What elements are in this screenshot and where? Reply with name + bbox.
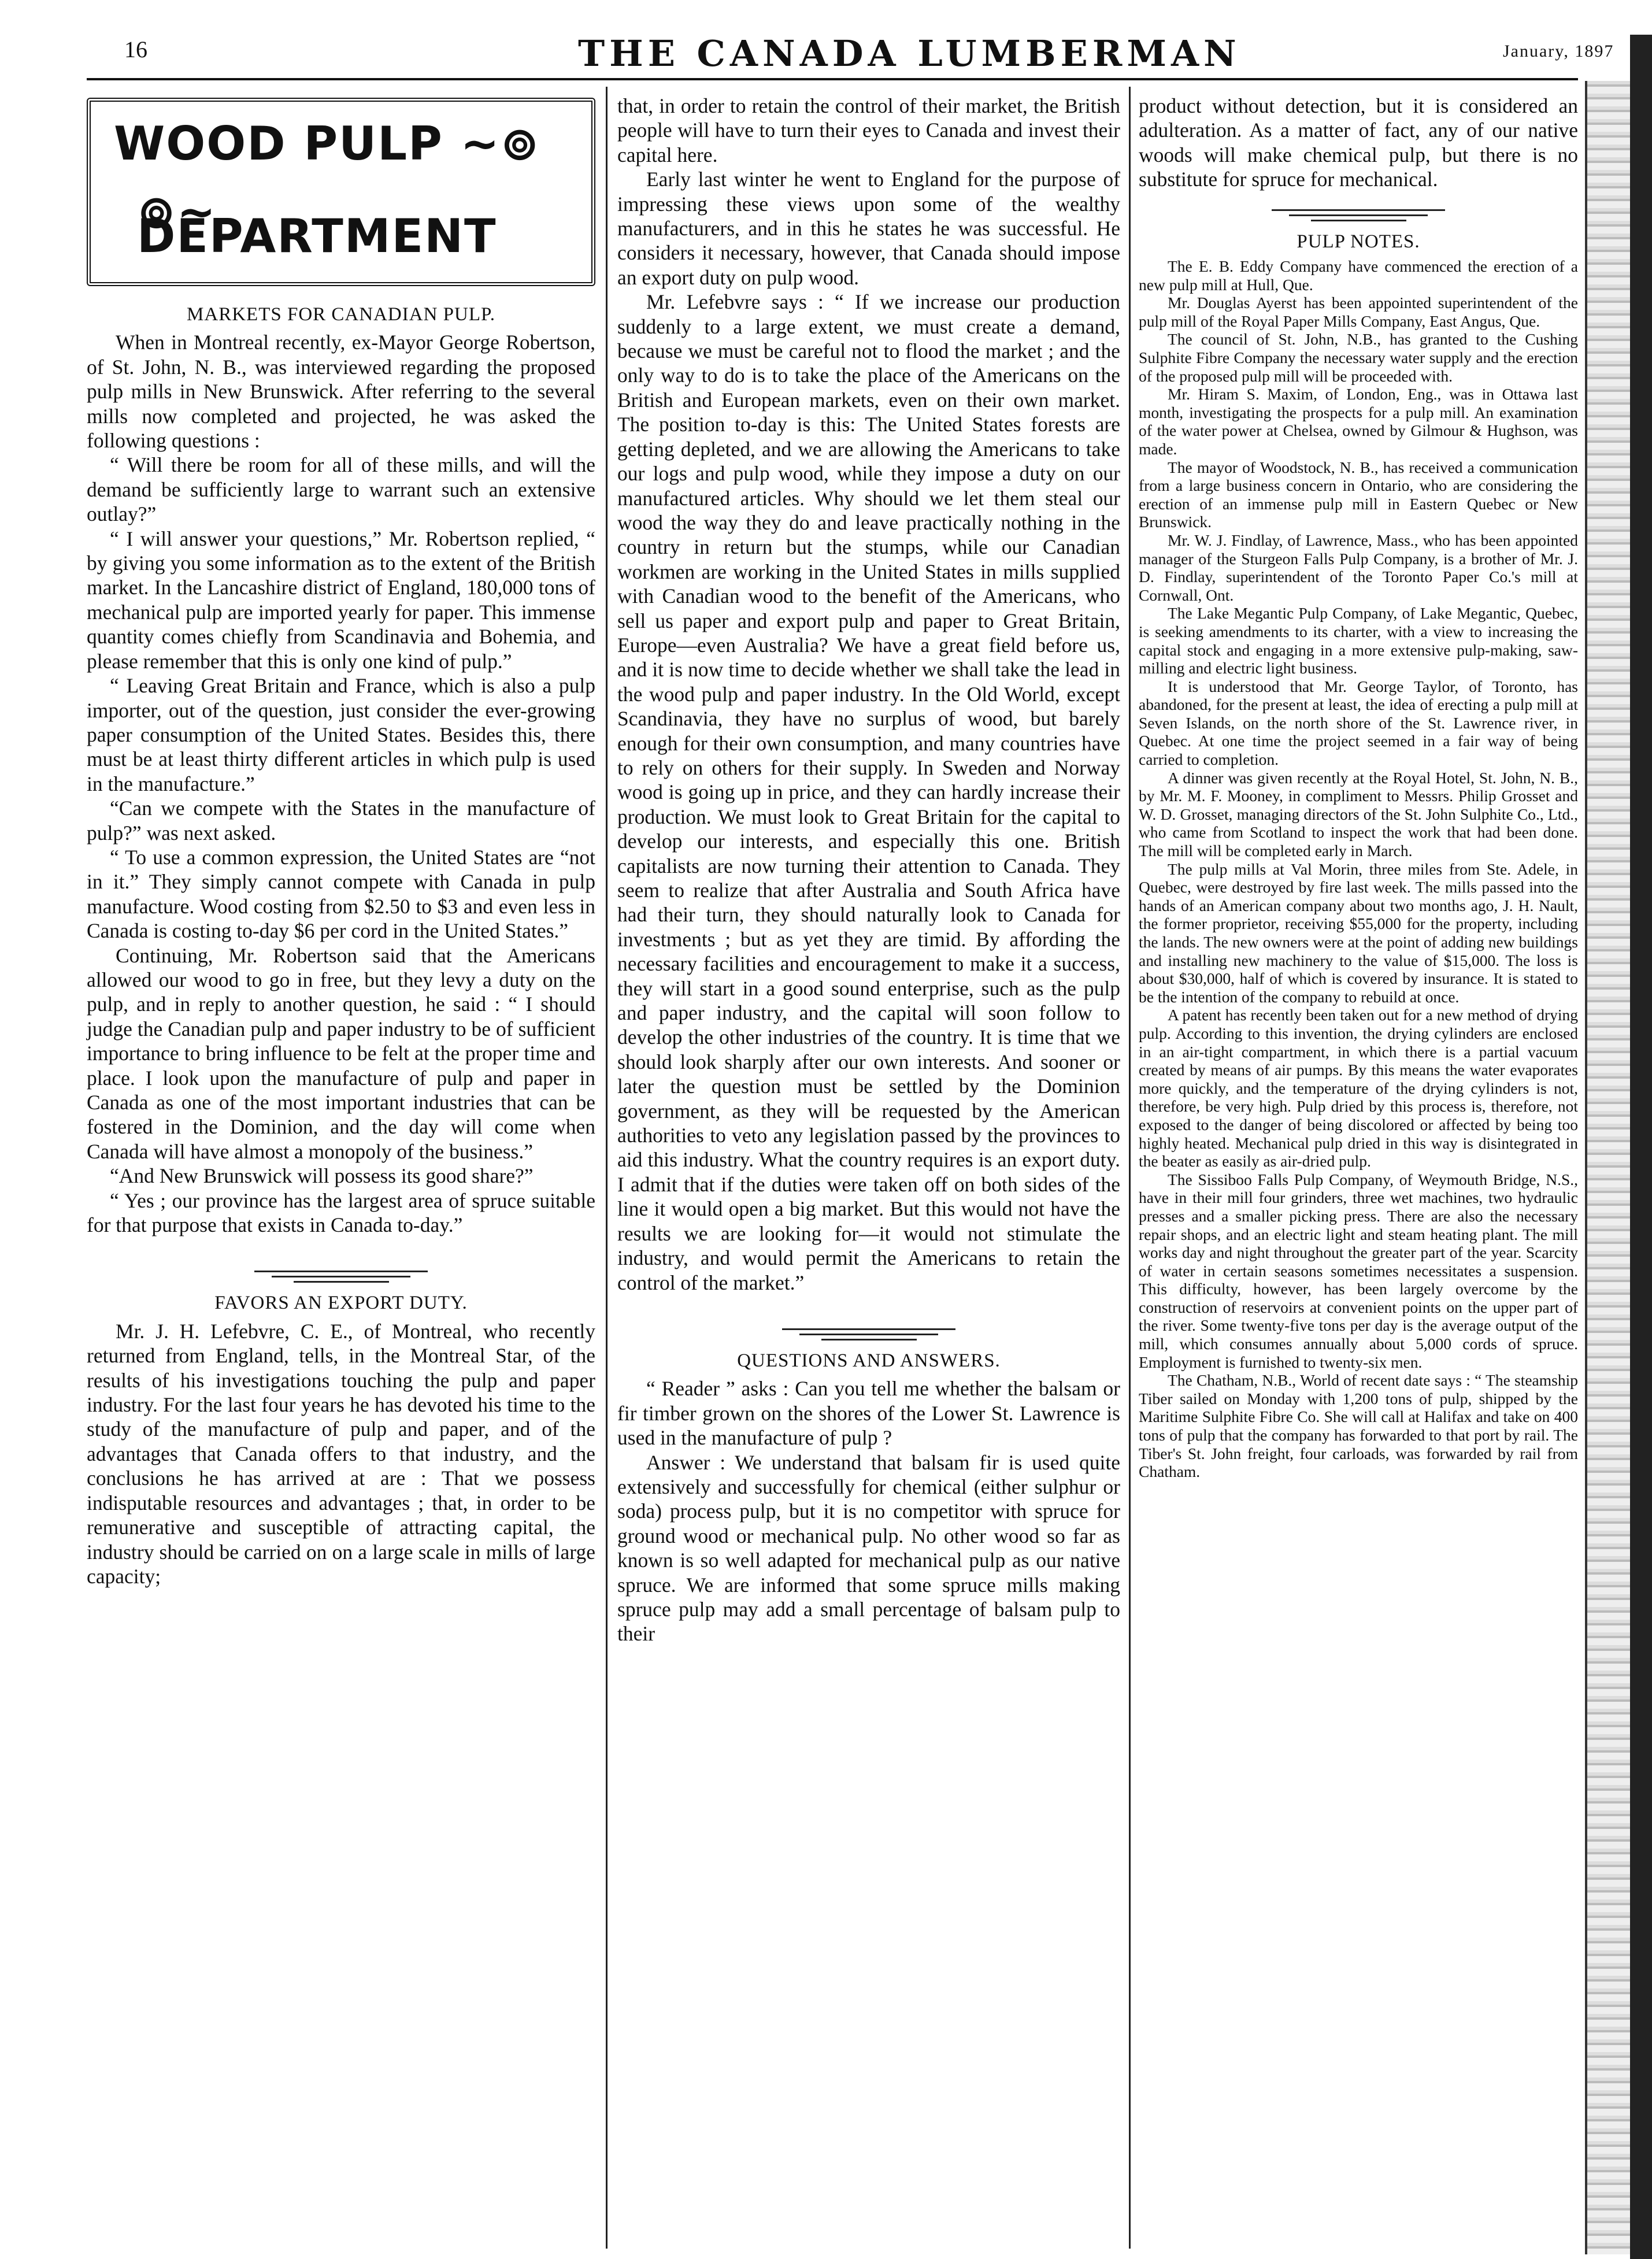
note-item: The pulp mills at Val Morin, three miles from Ste. Adele, in Quebec, were destroyed by fire last week. The mills passed into the hands of an American company about two months ago, J. H. Nault, the former proprietor, receiving $55,000 for the property, including the lands. The new owners were at the point of adding new buildings and installing new machinery to the value of $15,000. The loss is about $30,000, half of which is covered by insurance. It is stated to be the intention of the company to rebuild at once. [1139,860,1578,1006]
column-2 [617,94,1120,1646]
note-item: Mr. Hiram S. Maxim, of London, Eng., was in Ottawa last month, investigating the prospects for a pulp mill. An examination of the water power at Chelsea, owned by Gilmour & Hughson, was made. [1139,385,1578,458]
article-paragraph: Mr. Lefebvre says : “ If we increase our production suddenly to a large extent, we must create a demand, because we must be careful not to flood the market ; and the only way to do is to take the place of the Americans on the British and European markets, even on their own market. The position to-day is this: The United States forests are getting depleted, and we are allowing the Americans to take our logs and pulp wood, while they impose a duty on our manufactured articles. Why should we let them steal our wood the way they do and leave practically nothing in the country in return but the stumps, while our Canadian workmen are working in the United States in mills supplied with Canadian wood to the benefit of the Americans, who sell us paper and export pulp and paper to Great Britain, Europe—even Australia? We have a great field before us, and it is now time to decide whether we shall take the lead in the wood pulp and paper industry. In the Old World, except Scandinavia, they have no surplus of wood, but barely enough for their own consumption, and many countries have to rely on others for their supply. In Sweden and Norway wood is going up in price, and they can hardly increase their production. We must look to Great Britain for the capital to develop our interests, and especially this one. British capitalists are now turning their attention to Canada. They seem to realize that after Australia and South Africa have had their turn, they should naturally look to Canada for investments ; but as yet they are timid. By affording the necessary facilities and encouragement to make it a success, they will start in a good sound enterprise, such as the pulp and paper industry, and the capital will soon follow to develop the other industries of the country. It is time that we should look sharply after our own interests. And sooner or later the question must be settled by the Dominion government, as they will be requested by the American authorities to veto any legislation passed by the provinces to aid this industry. What the country requires is an export duty. I admit that if the duties were taken off on both sides of the line it would open a big market. But this would not have the results we are looking for—it would not stimulate the industry, and would permit the Americans to retain the control of the market.” [617,290,1120,1294]
article-paragraph: “ Leaving Great Britain and France, which is also a pulp importer, out of the question, just consider the ever-growing paper consumption of the United States. Besides this, there must be at least thirty different articles in which pulp is used in the manufacture.” [87,674,595,795]
note-item: Mr. W. J. Findlay, of Lawrence, Mass., who has been appointed manager of the Sturgeon Falls Pulp Company, is a brother of Mr. J. D. Findlay, superintendent of the Toronto Paper Co.'s mill at Cornwall, Ont. [1139,531,1578,604]
article-heading-questions: QUESTIONS AND ANSWERS. [737,1350,1001,1371]
article-paragraph: “ Will there be room for all of these mills, and will the demand be sufficiently large to warrant such an extensive outlay?” [87,453,595,526]
note-item: A dinner was given recently at the Royal Hotel, St. John, N. B., by Mr. M. F. Mooney, in compliment to Messrs. Philip Grosset and W. D. Grosset, managing directors of the St. John Sulphite Co., Ltd., who came from Scotland to inspect the work that had been done. The mill will be completed early in March. [1139,768,1578,860]
article-paragraph: “ To use a common expression, the United States are “not in it.” They simply cannot compete with Canada in pulp manufacture. Wood costing from $2.50 to $3 and even less in Canada is costing to-day $6 per cord in the United States.” [87,845,595,943]
article-paragraph: “And New Brunswick will possess its good share?” [110,1164,534,1188]
masthead-title: THE CANADA LUMBERMAN [578,32,1241,75]
article-heading-export-duty: FAVORS AN EXPORT DUTY. [214,1293,468,1314]
note-item: It is understood that Mr. George Taylor, of Toronto, has abandoned, for the present at least, the idea of erecting a pulp mill at Seven Islands, on the north shore of the St. Lawrence river, in Quebec. At one time the project seemed in a fair way of being carried to completion. [1139,677,1578,769]
article-paragraph: Mr. J. H. Lefebvre, C. E., of Montreal, who recently returned from England, tells, in the Montreal Star, of the results of his investigations touching the pulp and paper industry. For the last four years he has devoted his time to the study of the manufacture of pulp and paper, and of the advantages that Canada offers to that industry, and the conclusions he has arrived at are : That we possess indisputable resources and advantages ; that, in order to be remunerative and susceptible of attracting capital, the industry should be carried on on a large scale in mills of large capacity; [87,1319,595,1588]
pulp-notes-list [1139,257,1578,1481]
department-banner-line-2: ⊚~ DEPARTMENT [137,185,497,264]
note-item: The Chatham, N.B., World of recent date says : “ The steamship Tiber sailed on Monday with 1,200 tons of pulp, shipped by the Maritime Sulphite Fibre Co. She will call at Halifax and take on 400 tons of pulp that the company has forwarded to that port by rail. The Tiber's St. John freight, four carloads, was forwarded by rail from Chatham. [1139,1371,1578,1481]
scan-binding-shadow [1630,35,1652,2259]
page-number: 16 [124,36,147,62]
article-paragraph-continued: that, in order to retain the control of their market, the British people will have to turn their eyes to Canada and invest their capital here. [617,94,1120,166]
article-paragraph-continued: product without detection, but it is considered an adulteration. As a matter of fact, any of our native woods will make chemical pulp, but there is no substitute for spruce for mechanical. [1139,94,1578,191]
department-banner [87,98,595,286]
column-1 [87,90,595,1588]
note-item: The E. B. Eddy Company have commenced the erection of a new pulp mill at Hull, Que. [1139,257,1578,294]
article-paragraph: Answer : We understand that balsam fir is used quite extensively and successfully for chemical (either sulphur or soda) process pulp, but it is no competitor with spruce for ground wood or mechanical pulp. No other wood so far as known is so well adapted for mechanical pulp as our native spruce. We are informed that some spruce mills making spruce pulp may add a small percentage of balsam pulp to their [617,1450,1120,1646]
article-paragraph: When in Montreal recently, ex-Mayor George Robertson, of St. John, N. B., was interviewed regarding the proposed pulp mills in New Brunswick. After referring to the several mills now completed and projected, he was asked the following questions : [87,331,595,453]
section-divider [254,1271,428,1283]
issue-date: January, 1897 [1503,42,1614,61]
article-paragraph: “ Reader ” asks : Can you tell me whether the balsam or fir timber grown on the shores of the Lower St. Lawrence is used in the manufacture of pulp ? [617,1377,1120,1450]
article-paragraph: Continuing, Mr. Robertson said that the Americans allowed our wood to go in free, but they levy a duty on the pulp, and in reply to another question, he said : “ I should judge the Canadian pulp and paper industry to be of sufficient importance to bring influence to be felt at the proper time and place. I look upon the manufacture of pulp and paper in Canada as one of the most important industries that can be fostered in the Dominion, and the day will come when Canada will have almost a monopoly of the business.” [87,943,595,1163]
column-3 [1139,94,1578,1481]
article-paragraph: “ I will answer your questions,” Mr. Robertson replied, “ by giving you some information as to the extent of the British market. In the Lancashire district of England, 180,000 tons of mechanical pulp are imported yearly for paper. This immense quantity comes chiefly from Scandinavia and Bohemia, and please remember that this is only one kind of pulp.” [87,527,595,673]
note-item: Mr. Douglas Ayerst has been appointed superintendent of the pulp mill of the Royal Paper Mills Company, East Angus, Que. [1139,294,1578,330]
article-paragraph: Early last winter he went to England for the purpose of impressing these views upon some of the wealthy manufacturers, and in this he states he was successful. He considers it necessary, however, that Canada should impose an export duty on pulp wood. [617,168,1120,289]
header-rule [87,78,1578,80]
column-rule-1 [606,87,608,2249]
article-paragraph: “Can we compete with the States in the manufacture of pulp?” was next asked. [87,797,595,845]
section-divider [1272,209,1445,221]
note-item: The Sissiboo Falls Pulp Company, of Weymouth Bridge, N.S., have in their mill four grinders, three wet machines, two hydraulic presses and a smaller picking press. There are also the necessary repair shops, and an electric light and steam heating plant. The mill works day and night throughout the greater part of the year. Scarcity of water in certain seasons sometimes necessitates a suspension. This difficulty, however, has been largely overcome by the construction of reservoirs at convenient points on the upper part of the river. Some twenty-five tons per day is the average output of the mill, which consumes annually about 5,000 cords of spruce. Employment is furnished to twenty-six men. [1139,1170,1578,1371]
article-heading-pulp-notes: PULP NOTES. [1297,231,1420,252]
note-item: The Lake Megantic Pulp Company, of Lake Megantic, Quebec, is seeking amendments to its charter, with a view to increasing the capital stock and engaging in a more extensive pulp-making, saw-milling and electric light business. [1139,604,1578,677]
note-item: A patent has recently been taken out for a new method of drying pulp. According to this invention, the drying cylinders are enclosed in an air-tight compartment, in which there is a partial vacuum created by means of air pumps. By this means the water evaporates more quickly, and the temperature of the drying cylinders is not, therefore, be very high. Pulp dried by this process is, therefore, not exposed to the danger of being discolored or affected by being too highly heated. Mechanical pulp dried in this way is disintegrated in the beater as easily as air-dried pulp. [1139,1006,1578,1171]
section-divider [782,1328,955,1340]
note-item: The mayor of Woodstock, N. B., has received a communication from a large business concern in Ontario, who are considering the erection of an immense pulp mill in Eastern Quebec or New Brunswick. [1139,458,1578,531]
column-rule-2 [1129,87,1131,2249]
department-banner-line-1: WOOD PULP ~⊚ [114,117,540,171]
note-item: The council of St. John, N.B., has granted to the Cushing Sulphite Fibre Company the necessary water supply and the erection of the proposed pulp mill will be proceeded with. [1139,330,1578,385]
article-paragraph: “ Yes ; our province has the largest area of spruce suitable for that purpose that exists in Canada to-day.” [87,1188,595,1237]
article-heading-markets: MARKETS FOR CANADIAN PULP. [187,304,495,325]
